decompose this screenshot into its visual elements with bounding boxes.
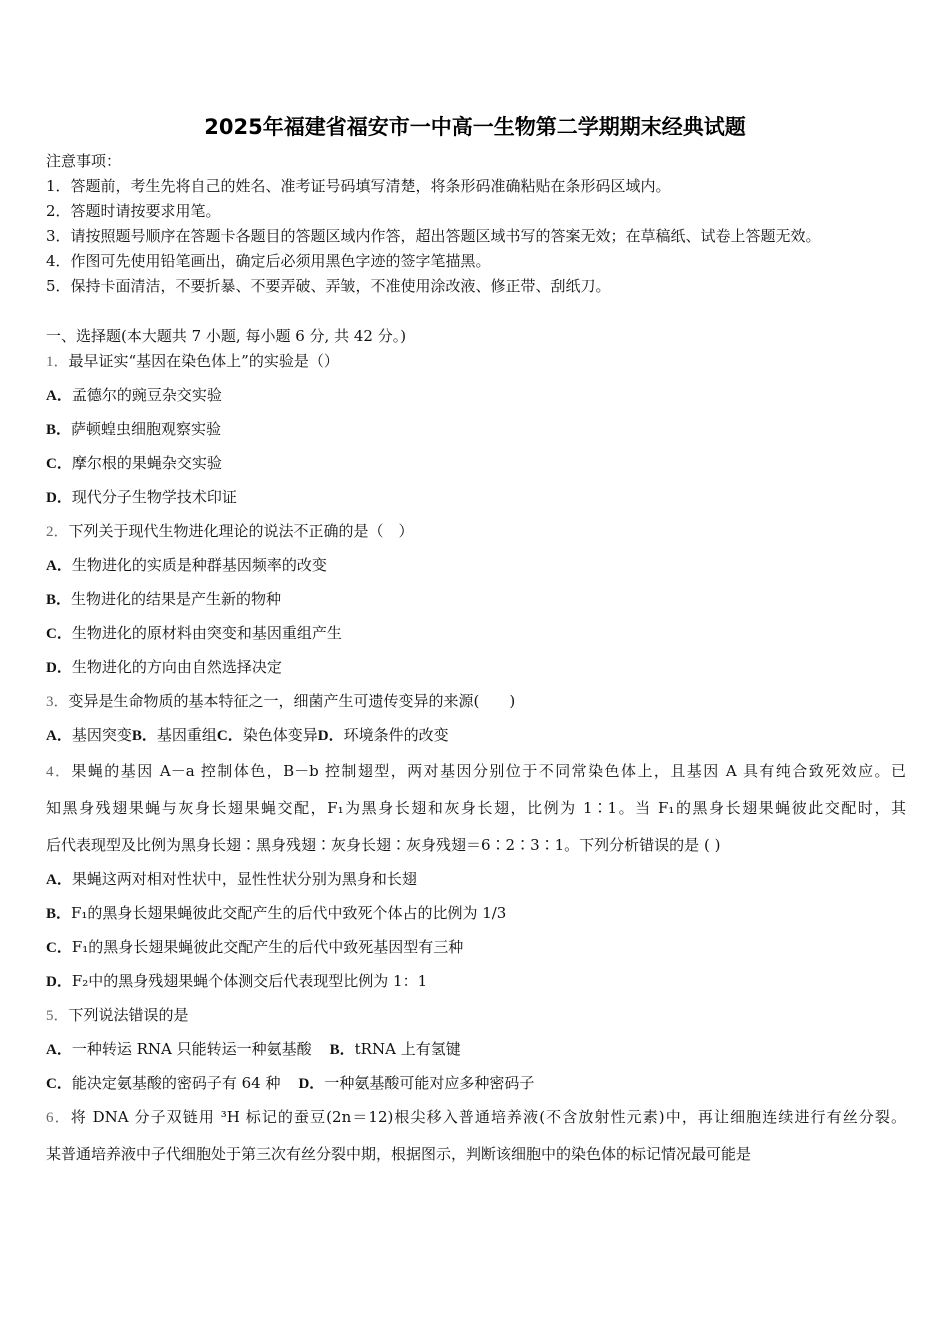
option-text: 能决定氨基酸的密码子有 64 种 (71, 1074, 281, 1092)
option-text: F₂中的黑身残翅果蝇个体测交后代表现型比例为 1：1 (71, 972, 428, 990)
question-1-stem (46, 351, 339, 372)
option-label: B． (46, 906, 72, 922)
option-text: 环境条件的改变 (343, 726, 449, 744)
option-label: B． (46, 422, 72, 438)
question-number: 6． (46, 1110, 71, 1126)
option-text: 生物进化的原材料由突变和基因重组产生 (71, 624, 342, 642)
question-2-option-d (46, 657, 282, 678)
question-2-stem (46, 521, 414, 542)
question-text: 最早证实“基因在染色体上”的实验是（） (68, 352, 339, 370)
question-number: 4． (46, 764, 72, 780)
question-number: 1． (46, 354, 69, 370)
option-text: 孟德尔的豌豆杂交实验 (71, 386, 222, 404)
option-label: D． (46, 974, 72, 990)
option-label: D． (46, 660, 72, 676)
notice-item: 5．保持卡面清洁，不要折暴、不要弄破、弄皱，不准使用涂改液、修正带、刮纸刀。 (46, 277, 611, 295)
question-5-stem (46, 1005, 189, 1026)
option-label: C． (46, 940, 72, 956)
question-text: 果蝇的基因 A－a 控制体色，B－b 控制翅型，两对基因分别位于不同常染色体上，且基因 A 具有纯合致死效应。已 (71, 762, 906, 780)
option-text: 生物进化的结果是产生新的物种 (71, 590, 282, 608)
section-heading: 一、选择题(本大题共 7 小题, 每小题 6 分, 共 42 分。) (46, 327, 407, 345)
option-label: C． (216, 728, 243, 744)
option-text: F₁的黑身长翅果蝇彼此交配产生的后代中致死个体占的比例为 1/3 (71, 904, 507, 922)
question-number: 5． (46, 1008, 69, 1024)
option-label: A． (46, 388, 72, 404)
option-label: A． (46, 1042, 72, 1058)
question-1-option-b (46, 419, 221, 440)
question-4-option-d (46, 971, 427, 992)
question-2-option-a (46, 555, 327, 576)
question-2-option-b (46, 589, 281, 610)
option-label: A． (46, 872, 72, 888)
option-text: 一种转运 RNA 只能转运一种氨基酸 (71, 1040, 312, 1058)
question-3-stem (46, 691, 515, 712)
option-text: tRNA 上有氢键 (354, 1040, 461, 1058)
page-title: 2025年福建省福安市一中高一生物第二学期期末经典试题 (204, 115, 746, 139)
notice-item: 1．答题前，考生先将自己的姓名、准考证号码填写清楚，将条形码准确粘贴在条形码区域内。 (46, 177, 671, 195)
question-4-stem-line-3: 后代表现型及比例为黑身长翅∶黑身残翅∶灰身长翅∶灰身残翅＝6∶2∶3∶1。下列分析错误的是 ( ) (46, 836, 721, 854)
question-1-option-c (46, 453, 222, 474)
question-4-stem-line-1 (46, 761, 906, 782)
question-4-stem-line-2: 知黑身残翅果蝇与灰身长翅果蝇交配，F₁为黑身长翅和灰身长翅，比例为 1∶1。当 F₁的黑身长翅果蝇彼此交配时，其 (46, 799, 906, 817)
notice-item: 3．请按照题号顺序在答题卡各题目的答题区域内作答，超出答题区域书写的答案无效；在草稿纸、试卷上答题无效。 (46, 227, 821, 245)
question-1-option-a (46, 385, 222, 406)
option-text: 摩尔根的果蝇杂交实验 (71, 454, 222, 472)
option-label: C． (46, 456, 72, 472)
option-label: D． (298, 1076, 325, 1092)
question-4-option-a (46, 869, 417, 890)
notice-heading: 注意事项： (46, 152, 122, 170)
question-text: 变异是生命物质的基本特征之一，细菌产生可遗传变异的来源( ) (68, 692, 516, 710)
option-label: D． (46, 490, 72, 506)
option-text: 染色体变异 (242, 726, 318, 744)
option-text: 基因突变 (71, 726, 132, 744)
option-label: B． (131, 728, 157, 744)
option-text: 基因重组 (156, 726, 217, 744)
question-6-stem-line-2: 某普通培养液中子代细胞处于第三次有丝分裂中期，根据图示，判断该细胞中的染色体的标记情况最可能是 (46, 1145, 752, 1163)
option-text: 生物进化的实质是种群基因频率的改变 (71, 556, 327, 574)
question-4-option-b (46, 903, 506, 924)
question-number: 2． (46, 524, 69, 540)
notice-item: 4．作图可先使用铅笔画出，确定后必须用黑色字迹的签字笔描黑。 (46, 252, 491, 270)
option-label: B． (46, 592, 72, 608)
question-text: 下列说法错误的是 (68, 1006, 189, 1024)
question-6-stem-line-1 (46, 1107, 906, 1128)
option-label: C． (46, 626, 72, 642)
question-2-option-c (46, 623, 342, 644)
option-text: 生物进化的方向由自然选择决定 (71, 658, 282, 676)
option-label: B． (329, 1042, 355, 1058)
notice-item: 2．答题时请按要求用笔。 (46, 202, 221, 220)
question-text: 将 DNA 分子双链用 ³H 标记的蚕豆(2n＝12)根尖移入普通培养液(不含放射性元素)中，再让细胞连续进行有丝分裂。 (70, 1108, 906, 1126)
question-5-options-row-2 (46, 1073, 534, 1094)
option-label: D． (317, 728, 344, 744)
option-label: C． (46, 1076, 72, 1092)
question-3-options (46, 725, 449, 746)
question-number: 3． (46, 694, 69, 710)
option-label: A． (46, 728, 72, 744)
option-label: A． (46, 558, 72, 574)
question-5-options-row-1 (46, 1039, 461, 1060)
question-text: 下列关于现代生物进化理论的说法不正确的是（ ） (68, 522, 414, 540)
option-text: F₁的黑身长翅果蝇彼此交配产生的后代中致死基因型有三种 (71, 938, 464, 956)
option-text: 一种氨基酸可能对应多种密码子 (324, 1074, 535, 1092)
option-text: 萨顿蝗虫细胞观察实验 (71, 420, 222, 438)
question-4-option-c (46, 937, 463, 958)
question-1-option-d (46, 487, 237, 508)
option-text: 果蝇这两对相对性状中，显性性状分别为黑身和长翅 (71, 870, 417, 888)
option-text: 现代分子生物学技术印证 (71, 488, 237, 506)
